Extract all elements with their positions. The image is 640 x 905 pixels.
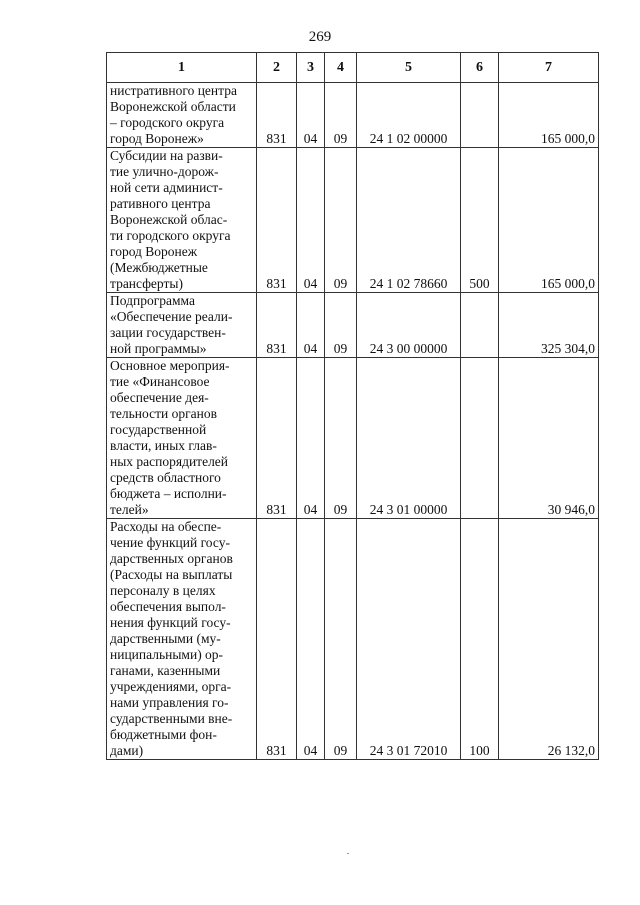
row-col4: 09 [325,148,357,293]
row-col3: 04 [297,358,325,519]
header-col-2: 2 [257,53,297,83]
row-name-cell [107,358,257,519]
row-col3: 04 [297,83,325,148]
row-col7: 26 132,0 [499,519,599,760]
row-col5: 24 1 02 00000 [357,83,461,148]
row-name: Подпрограмма «Обеспечение реали- зации государствен- ной программы» [110,293,233,356]
table-row [107,148,599,293]
row-col7: 165 000,0 [499,148,599,293]
row-col7: 325 304,0 [499,293,599,358]
header-row [107,53,599,83]
header-col-3: 3 [297,53,325,83]
header-col-4: 4 [325,53,357,83]
row-col5: 24 3 00 00000 [357,293,461,358]
row-name-cell [107,519,257,760]
row-col4: 09 [325,293,357,358]
row-col7: 30 946,0 [499,358,599,519]
budget-table [106,52,599,760]
row-col2: 831 [257,83,297,148]
row-col5: 24 3 01 00000 [357,358,461,519]
row-col6 [461,293,499,358]
table-row [107,293,599,358]
row-col6 [461,83,499,148]
row-name: Субсидии на разви- тие улично-дорож- ной сети админист- ративного центра Воронежской облас- ти городского округа город Воронеж (Межбюджетные трансферты) [110,148,231,291]
row-col4: 09 [325,519,357,760]
row-name-cell [107,148,257,293]
row-name: Расходы на обеспе- чение функций госу- дарственных органов (Расходы на выплаты персоналу в целях обеспечения выпол- нения функций госу- дарственными (му- ниципальными) ор- ганами, казенными учреждениями, орга- нами управления го- сударственными вне- бюджетными фон- дами) [110,519,233,758]
header-col-1: 1 [107,53,257,83]
row-col5: 24 3 01 72010 [357,519,461,760]
row-col2: 831 [257,358,297,519]
table-row [107,519,599,760]
row-name-cell [107,293,257,358]
row-name-cell [107,83,257,148]
table-row [107,83,599,148]
header-col-7: 7 [499,53,599,83]
page-number: 269 [308,29,332,45]
header-col-6: 6 [461,53,499,83]
row-name: Основное мероприя- тие «Финансовое обеспечение дея- тельности органов государственной власти, иных глав- ных распорядителей средств областного бюджета – исполни- телей» [110,358,230,517]
row-col2: 831 [257,148,297,293]
row-col4: 09 [325,358,357,519]
row-col6: 500 [461,148,499,293]
row-col5: 24 1 02 78660 [357,148,461,293]
table-row [107,358,599,519]
row-col3: 04 [297,519,325,760]
row-col3: 04 [297,148,325,293]
row-name: нистративного центра Воронежской области – городского округа город Воронеж» [110,83,237,146]
row-col2: 831 [257,293,297,358]
row-col4: 09 [325,83,357,148]
row-col7: 165 000,0 [499,83,599,148]
row-col6 [461,358,499,519]
row-col6: 100 [461,519,499,760]
row-col3: 04 [297,293,325,358]
row-col2: 831 [257,519,297,760]
header-col-5: 5 [357,53,461,83]
scan-mark [347,853,349,854]
